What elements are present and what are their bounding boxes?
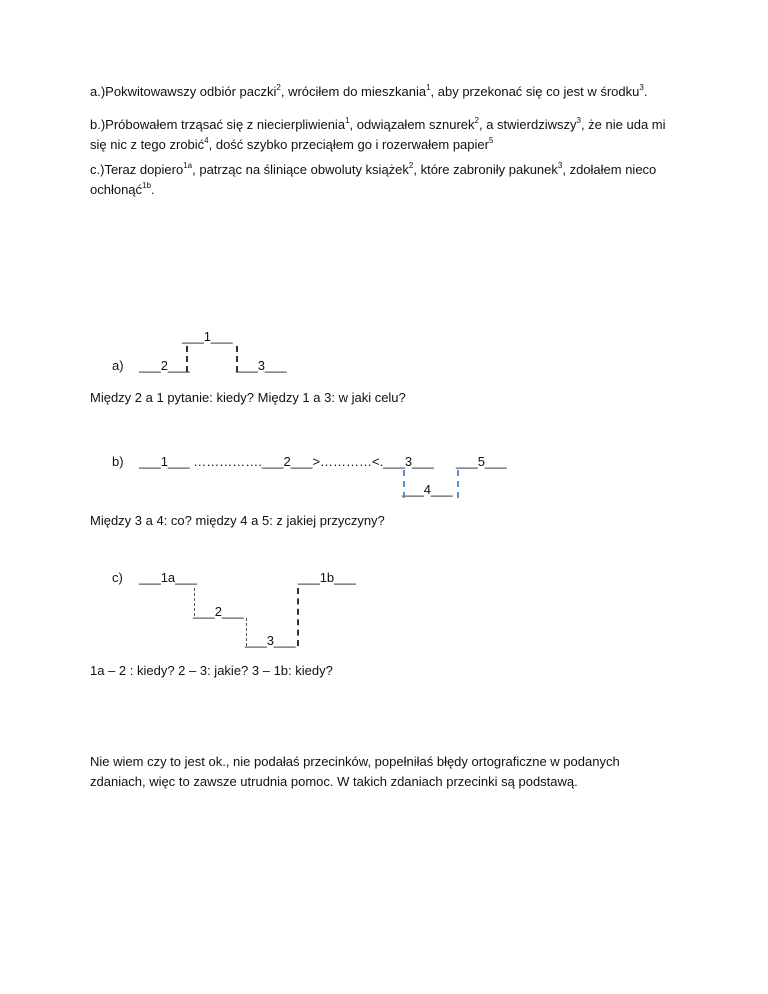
sentence-b-text-2: , odwiązałem sznurek [349, 117, 475, 132]
sentence-a-text-3: , aby przekonać się co jest w środku [430, 84, 640, 99]
sentence-c-marker-4: 1b [142, 181, 151, 190]
diagram-a-node-3: ___3___ [236, 358, 287, 373]
sentence-a-marker-3: 3 [639, 83, 644, 92]
sentence-b-text-1: b.)Próbowałem trząsać się z niecierpliwienia [90, 117, 346, 132]
sentence-c-marker-2: 2 [408, 161, 414, 170]
sentence-c-marker-1: 1a [183, 161, 193, 170]
diagram-a-node-2: ___2___ [139, 358, 190, 373]
sentence-b-marker-2: 2 [474, 116, 479, 125]
sentence-c-text-1: c.)Teraz dopiero [90, 162, 184, 177]
sentence-c-text-5: . [150, 182, 155, 197]
diagram-c-connector-3-1b [297, 588, 299, 646]
diagram-c-connector-1a-2 [194, 588, 195, 616]
diagram-b-main-line: ___1___ …………….___2___>…………<.___3___ [139, 454, 434, 469]
sentence-c-text-3: , które zabroniły pakunek [413, 162, 558, 177]
sentence-c-marker-3: 3 [557, 161, 563, 170]
diagram-b-connector-4-5 [457, 470, 459, 498]
diagram-b-label: b) [112, 454, 124, 469]
sentence-b [90, 115, 680, 155]
diagram-c-node-1b: ___1b___ [298, 570, 356, 585]
diagram-a-connector-2-1 [186, 346, 188, 372]
diagram-b-question: Między 3 a 4: co? między 4 a 5: z jakiej przyczyny? [90, 513, 385, 528]
diagram-c-node-2: ___2___ [193, 604, 244, 619]
sentence-b-marker-1: 1 [345, 116, 350, 125]
sentence-a-marker-2: 1 [426, 83, 431, 92]
diagram-c-label: c) [112, 570, 123, 585]
diagram-c-question: 1a – 2 : kiedy? 2 – 3: jakie? 3 – 1b: kiedy? [90, 663, 333, 678]
diagram-a-question: Między 2 a 1 pytanie: kiedy? Między 1 a 3: w jaki celu? [90, 390, 406, 405]
sentence-b-marker-4: 4 [204, 136, 209, 145]
sentence-a-text-1: a.)Pokwitowawszy odbiór paczki [90, 84, 277, 99]
diagram-c-connector-2-3 [246, 618, 247, 646]
diagram-b-connector-3-4 [403, 470, 405, 498]
sentence-c [90, 160, 680, 200]
diagram-c-node-1a: ___1a___ [139, 570, 197, 585]
diagram-b-node-4: ___4___ [402, 482, 453, 497]
sentence-c-text-4: , zdołałem nieco ochłonąć [90, 162, 657, 197]
diagram-c-node-3: ___3___ [245, 633, 296, 648]
diagram-a-label: a) [112, 358, 124, 373]
sentence-a-text-2: , wróciłem do mieszkania [280, 84, 427, 99]
sentence-a-marker-1: 2 [276, 83, 281, 92]
sentence-a-text-4: . [643, 84, 648, 99]
sentence-b-marker-5: 5 [488, 136, 494, 145]
diagram-b-node-5: ___5___ [456, 454, 507, 469]
sentence-b-marker-3: 3 [576, 116, 581, 125]
sentence-b-text-4: , że nie uda mi się nic z tego zrobić [90, 117, 666, 152]
sentence-b-text-5: , dość szybko przeciąłem go i rozerwałem papier [208, 137, 489, 152]
sentence-c-text-2: , patrząc na śliniące obwoluty książek [192, 162, 409, 177]
sentence-b-text-3: , a stwierdziwszy [478, 117, 577, 132]
reviewer-comment: Nie wiem czy to jest ok., nie podałaś przecinków, popełniłaś błędy ortograficzne w podanych zdaniach, więc to zawsze utrudnia pomoc. W takich zdaniach przecinki są podstawą. [90, 754, 620, 789]
diagram-a-connector-1-3 [236, 346, 238, 372]
diagram-a-node-1: ___1___ [182, 329, 233, 344]
sentence-a [90, 82, 680, 102]
